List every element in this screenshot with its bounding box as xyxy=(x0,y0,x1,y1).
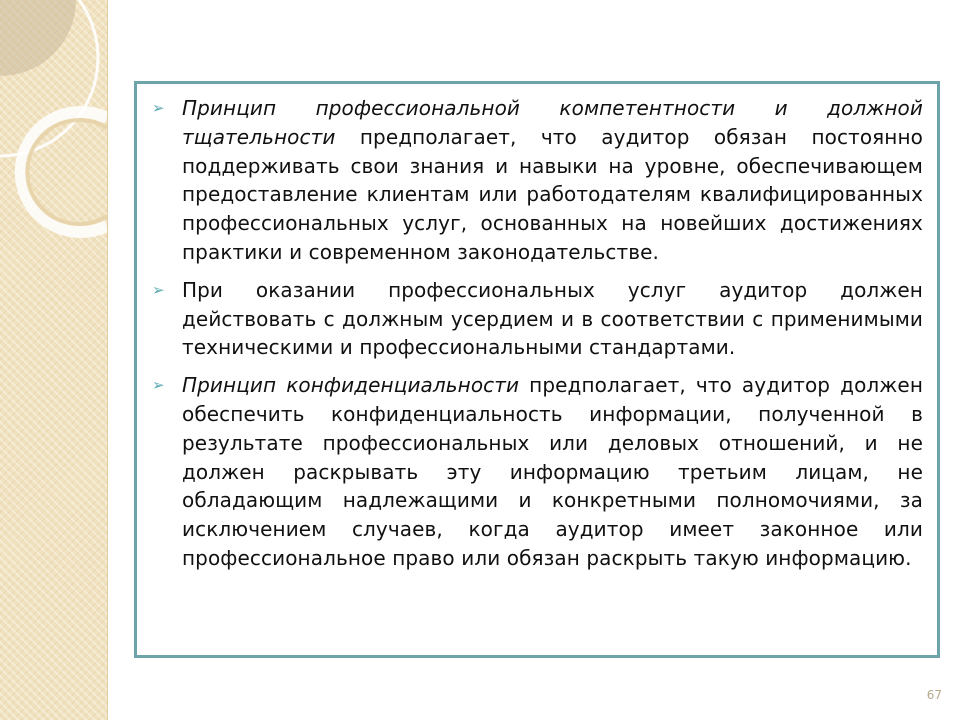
bullet-item xyxy=(151,94,923,267)
decorative-rings-graphic xyxy=(0,0,107,260)
bullet-item xyxy=(151,371,923,573)
bullet-text xyxy=(182,371,923,573)
bullet-text xyxy=(182,94,923,267)
bullet-body: При оказании профессиональных услуг аудитор должен действовать с должным усердием и в соответствии с применимыми техническими и профессиональными стандартами. xyxy=(182,277,923,360)
slide-number: 67 xyxy=(926,688,942,702)
arrow-bullet-icon: ➢ xyxy=(152,376,165,395)
top-circle-shape xyxy=(0,0,76,76)
bullet-item xyxy=(151,276,923,362)
content-box xyxy=(134,81,940,658)
bullet-text xyxy=(182,276,923,362)
bullet-body: предполагает, что аудитор обязан постоянно поддерживать свои знания и навыки на уровне, обеспечивающем предоставление клиентам или работодателям квалифицированных профессиональных услуг, основанных на новейших достижениях практики и современном законодательстве. xyxy=(182,124,923,264)
bullet-body: предполагает, что аудитор должен обеспечить конфиденциальность информации, полученной в результате профессиональных или деловых отношений, и не должен раскрывать эту информацию третьим лицам, не обладающим надлежащими и конкретными полномочиями, за исключением случаев, когда аудитор имеет законное или профессиональное право или обязан раскрыть такую информацию. xyxy=(182,373,923,570)
lower-ring xyxy=(21,112,107,232)
arrow-bullet-icon: ➢ xyxy=(152,280,165,299)
bullet-italic-phrase: Принцип конфиденциальности xyxy=(182,373,520,398)
decorative-side-panel xyxy=(0,0,108,720)
bullet-italic-phrase: Принцип профессиональной компетентности и должной тщательности xyxy=(182,96,923,149)
arrow-bullet-icon: ➢ xyxy=(152,99,165,117)
